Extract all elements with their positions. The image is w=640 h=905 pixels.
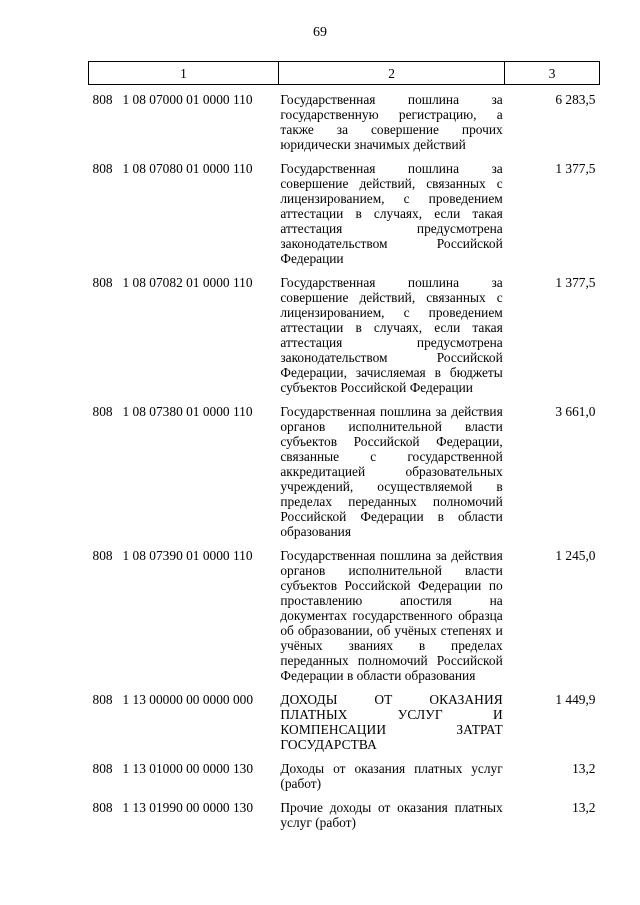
- table-row: [89, 761, 600, 800]
- classification-code: 1 08 07380 01 0000 110: [122, 404, 253, 419]
- code-cell: [89, 692, 279, 761]
- amount-cell: 1 377,5: [555, 161, 596, 176]
- admin-code: 808: [92, 275, 113, 290]
- name-cell: Государственная пошлина за совершение действий, связанных с лицензированием, с проведением аттестации в случаях, если такая аттестация предусмотрена законодательством Российской Федерации, зачисляемая в бюджеты субъектов Российской Федерации: [280, 275, 503, 395]
- admin-code: 808: [92, 92, 113, 107]
- code-cell: [89, 85, 279, 162]
- revenue-table: [88, 61, 600, 839]
- table-row: [89, 692, 600, 761]
- classification-code: 1 08 07080 01 0000 110: [122, 161, 253, 176]
- name-cell: Государственная пошлина за совершение действий, связанных с лицензированием, с проведением аттестации в случаях, если такая аттестация предусмотрена законодательством Российской Федерации: [280, 161, 503, 266]
- amount-cell: 1 377,5: [555, 275, 596, 290]
- code-cell: [89, 548, 279, 692]
- name-cell: Доходы от оказания платных услуг (работ): [280, 761, 503, 791]
- name-cell: Государственная пошлина за государственную регистрацию, а также за совершение прочих юридически значимых действий: [280, 92, 503, 152]
- classification-code: 1 08 07000 01 0000 110: [122, 92, 253, 107]
- admin-code: 808: [92, 800, 113, 815]
- column-header-name: 2: [278, 62, 504, 85]
- admin-code: 808: [92, 548, 113, 563]
- table-row: [89, 548, 600, 692]
- name-cell: ДОХОДЫ ОТ ОКАЗАНИЯ ПЛАТНЫХ УСЛУГ И КОМПЕНСАЦИИ ЗАТРАТ ГОСУДАРСТВА: [280, 692, 503, 752]
- classification-code: 1 13 01990 00 0000 130: [122, 800, 254, 815]
- amount-cell: 1 245,0: [555, 548, 596, 563]
- amount-cell: 3 661,0: [555, 404, 596, 419]
- table-header-row: [89, 62, 600, 85]
- name-cell: Государственная пошлина за действия органов исполнительной власти субъектов Российской Федерации, связанные с государственной аккредитацией образовательных учреждений, осуществляемой в пределах переданных полномочий Российской Федерации в области образования: [280, 404, 503, 539]
- table-row: [89, 800, 600, 839]
- table-row: [89, 161, 600, 275]
- table-row: [89, 275, 600, 404]
- admin-code: 808: [92, 761, 113, 776]
- code-cell: [89, 275, 279, 404]
- code-cell: [89, 761, 279, 800]
- classification-code: 1 08 07390 01 0000 110: [122, 548, 253, 563]
- code-cell: [89, 800, 279, 839]
- table-row: [89, 404, 600, 548]
- column-header-code: 1: [89, 62, 279, 85]
- admin-code: 808: [92, 404, 113, 419]
- amount-cell: 1 449,9: [555, 692, 596, 707]
- classification-code: 1 13 00000 00 0000 000: [122, 692, 254, 707]
- name-cell: Прочие доходы от оказания платных услуг (работ): [280, 800, 503, 830]
- amount-cell: 6 283,5: [555, 92, 596, 107]
- admin-code: 808: [92, 692, 113, 707]
- amount-cell: 13,2: [572, 761, 596, 776]
- page-number: 69: [313, 25, 327, 40]
- code-cell: [89, 161, 279, 275]
- column-header-amount: 3: [505, 62, 600, 85]
- amount-cell: 13,2: [572, 800, 596, 815]
- code-cell: [89, 404, 279, 548]
- classification-code: 1 13 01000 00 0000 130: [122, 761, 254, 776]
- table-row: [89, 85, 600, 162]
- name-cell: Государственная пошлина за действия органов исполнительной власти субъектов Российской Федерации по проставлению апостиля на документах государственного образца об образовании, об учёных степенях и учёных званиях в пределах переданных полномочий Российской Федерации в области образования: [280, 548, 503, 683]
- admin-code: 808: [92, 161, 113, 176]
- classification-code: 1 08 07082 01 0000 110: [122, 275, 253, 290]
